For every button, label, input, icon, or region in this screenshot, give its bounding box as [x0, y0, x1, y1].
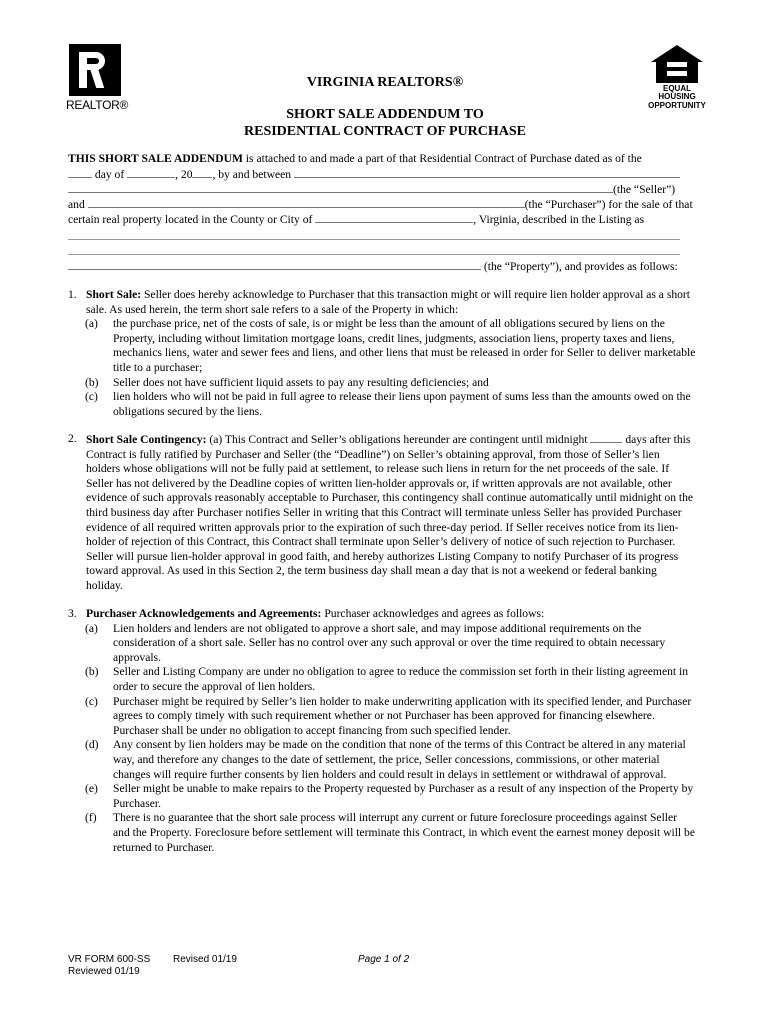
and-text: and	[68, 198, 88, 211]
section-1-item	[68, 390, 696, 419]
section-3-item	[68, 782, 696, 811]
item-text: Seller might be unable to make repairs to the Property requested by Purchaser as a result of any inspection of the Property by Purchaser.	[113, 782, 694, 810]
realtor-logo-text: REALTOR®	[66, 98, 129, 112]
section-1-item	[68, 317, 696, 375]
section-3-item	[68, 811, 696, 855]
item-text: There is no guarantee that the short sale process will interrupt any current or future foreclosure proceedings against Seller and the Property. Foreclosure before settlement will terminate this Contract, in which event the earnest money deposit will be returned to Purchaser.	[113, 811, 695, 854]
section-3-heading: Purchaser Acknowledgements and Agreements:	[86, 607, 322, 620]
day-of-text: day of	[92, 168, 128, 181]
footer-page-number: Page 1 of 2	[358, 954, 410, 965]
footer-form-id: VR FORM 600-SS	[68, 954, 151, 965]
item-text: Purchaser might be required by Seller’s lien holder to make underwriting application with its specified lender, and Purchaser agrees to comply timely with such requirement whether or not Purchaser has been approved for financing elsewhere. Purchaser shall be under no obligation to accept financing from such specified lender.	[113, 694, 692, 737]
item-label: (f)	[85, 811, 97, 825]
section-3-item	[68, 738, 696, 782]
listing-line-2[interactable]	[68, 254, 680, 255]
section-2-text-b: days after this Contract is fully ratified by Purchaser and Seller (the “Deadline”) on Seller’s obtaining approval, from those of Seller’s lien holders whose obligations will not be fully paid at settlement, to release such liens in return for the net proceeds of the sale. If Seller has not delivered by the Deadline copies of written lien-holder approvals or, if written approvals are not available, other evidence of such approvals reasonably acceptable to Purchaser, this contingency shall continue automatically until midnight on the third business day after Purchaser notifies Seller in writing that this Contract will terminate unless Seller has provided Purchaser evidence of all required written approvals prior to the expiration of such three-day period. If Seller receives notice from its lien-holder of rejection of this Contract, this Contract shall terminate upon Seller’s delivery of notice of such rejection to Purchaser. Seller will pursue lien-holder approval in good faith, and hereby authorizes Listing Company to notify Purchaser of its progress toward approval. As used in this Section 2, the term business day shall mean a day that is not a weekend or federal banking holiday.	[86, 433, 694, 592]
item-text: the purchase price, net of the costs of sale, is or might be less than the amount of all obligations secured by liens on the Property, including without limitation mortgage loans, credit lines, judgments, association liens, property taxes and liens, mechanics liens, water and sewer fees and liens, and other liens that must be released in order for Seller to deliver marketable title to a purchaser;	[113, 317, 696, 374]
section-1-item	[68, 376, 696, 391]
item-text: lien holders who will not be paid in full agree to release their liens upon payment of sums less than the amounts owed on the obligations secured by the liens.	[113, 390, 691, 418]
eho-line2: OPPORTUNITY	[648, 101, 706, 110]
form-title-line2: RESIDENTIAL CONTRACT OF PURCHASE	[244, 124, 526, 139]
by-and-between-text: , by and between	[212, 168, 294, 181]
intro-line5	[68, 212, 696, 228]
located-text: certain real property located in the County or City of	[68, 213, 316, 226]
org-title: VIRGINIA REALTORS®	[306, 75, 464, 90]
intro-line1	[68, 152, 696, 167]
purchaser-label: (the “Purchaser”) for the sale of that	[524, 198, 693, 211]
intro-bold-lead: THIS SHORT SALE ADDENDUM	[68, 152, 243, 165]
year-text: , 20	[175, 168, 193, 181]
day-blank[interactable]	[68, 167, 92, 178]
item-label: (b)	[85, 375, 99, 389]
section-2-number: 2.	[68, 432, 77, 445]
section-3-text: Purchaser acknowledges and agrees as follows:	[321, 607, 545, 620]
property-blank[interactable]	[68, 259, 481, 270]
section-3-item	[68, 695, 696, 739]
item-label: (b)	[85, 665, 99, 679]
section-3-item	[68, 665, 696, 694]
item-label: (a)	[85, 317, 98, 331]
intro-line2	[68, 167, 696, 183]
section-2-text-a: (a) This Contract and Seller’s obligations hereunder are contingent until midnight	[206, 433, 591, 446]
intro-text: is attached to and made a part of that Residential Contract of Purchase dated as of the	[242, 152, 642, 165]
item-text: Seller and Listing Company are under no obligation to agree to reduce the commission set forth in their listing agreement in order to secure the approval of lien holders.	[113, 665, 689, 693]
section-1-text: Seller does hereby acknowledge to Purchaser that this transaction might or will require lien holder approval as a short sale. As used herein, the term short sale refers to a sale of the Property in which:	[86, 288, 691, 316]
party-blank-1[interactable]	[294, 167, 680, 178]
section-2	[68, 432, 696, 594]
item-text: Any consent by lien holders may be made on the condition that none of the terms of this Contract be altered in any material way, and therefore any changes to the date of settlement, the price, Seller concessions, commissions, or other material changes will require further consents by lien holders and could result in delays in settlement or withdrawal of approval.	[113, 738, 686, 781]
item-label: (d)	[85, 738, 99, 752]
property-label: (the “Property”), and provides as follows:	[481, 260, 678, 273]
seller-blank[interactable]	[68, 182, 613, 193]
section-3-number: 3.	[68, 607, 77, 620]
eho-line1: EQUAL HOUSING	[658, 84, 696, 101]
footer-revised: Revised 01/19	[173, 954, 237, 965]
item-label: (e)	[85, 782, 98, 796]
item-label: (a)	[85, 621, 98, 635]
section-1-number: 1.	[68, 288, 77, 301]
days-blank[interactable]	[590, 432, 622, 443]
listing-line-1[interactable]	[68, 239, 680, 240]
intro-line4	[68, 197, 696, 213]
footer-reviewed: Reviewed 01/19	[68, 966, 140, 977]
item-label: (c)	[85, 390, 98, 404]
item-label: (c)	[85, 694, 98, 708]
section-1	[68, 288, 696, 419]
year-blank[interactable]	[192, 167, 212, 178]
purchaser-blank[interactable]	[88, 197, 525, 208]
section-3-item	[68, 622, 696, 666]
section-1-heading: Short Sale:	[86, 288, 142, 301]
month-blank[interactable]	[127, 167, 175, 178]
item-text: Lien holders and lenders are not obligated to approve a short sale, and may impose additional requirements on the consideration of a short sale. Seller has no control over any such approval or over the time required to obtain necessary approvals.	[113, 621, 666, 664]
form-title-line1: SHORT SALE ADDENDUM TO	[286, 107, 484, 122]
intro-line6	[68, 259, 696, 275]
seller-label: (the “Seller”)	[613, 183, 676, 196]
intro-line3	[68, 182, 696, 198]
county-city-blank[interactable]	[315, 212, 473, 223]
item-text: Seller does not have sufficient liquid assets to pay any resulting deficiencies; and	[113, 375, 489, 389]
section-3	[68, 607, 696, 855]
section-2-heading: Short Sale Contingency:	[86, 433, 207, 446]
virginia-text: , Virginia, described in the Listing as	[473, 213, 645, 226]
